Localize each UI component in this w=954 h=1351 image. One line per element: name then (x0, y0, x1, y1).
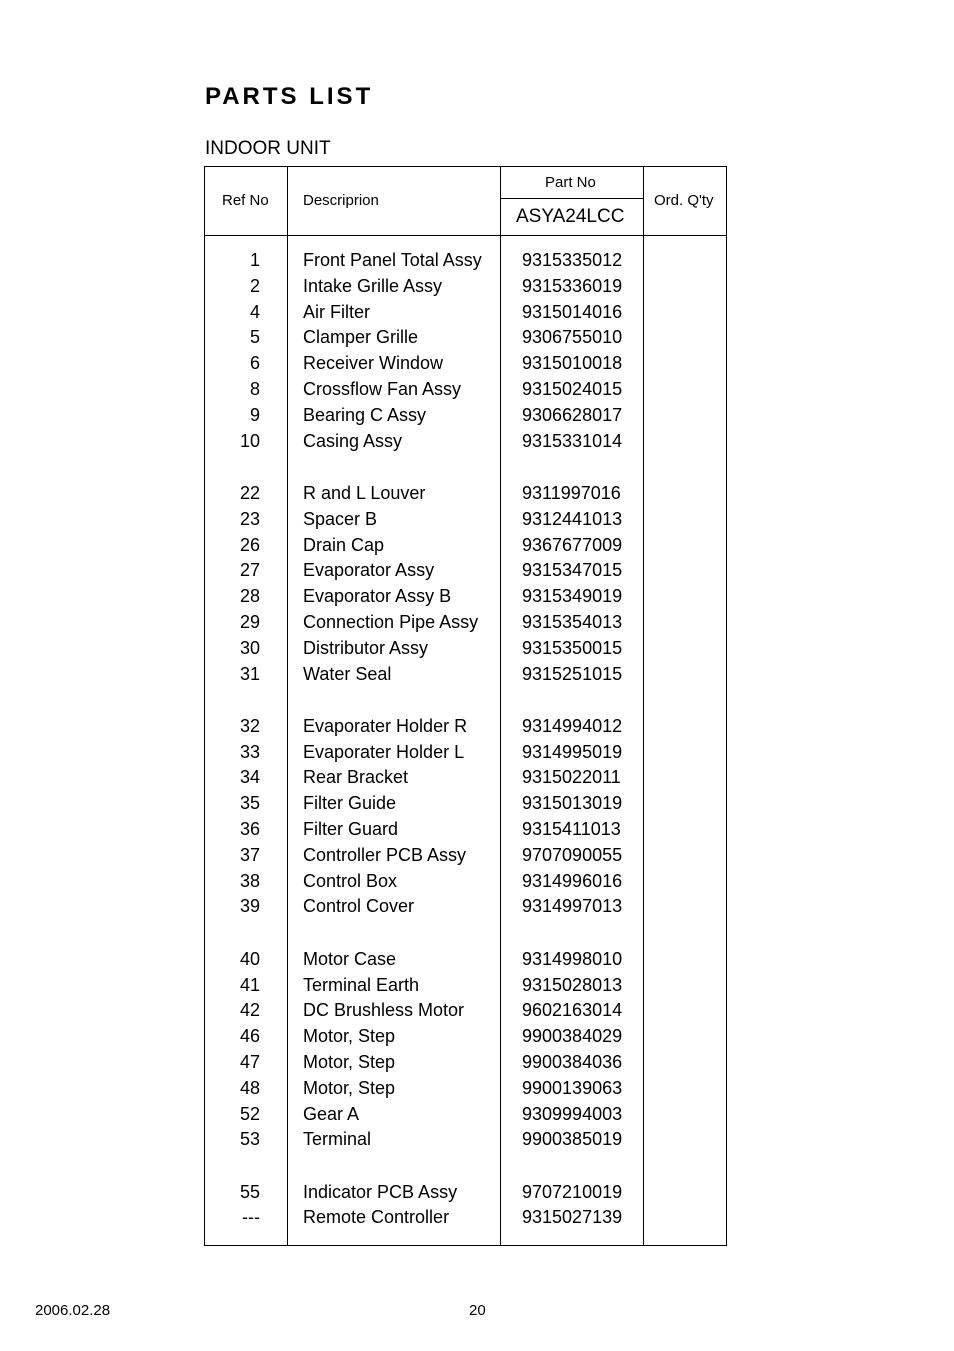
ref-no-cell: --- (242, 1207, 260, 1228)
part-no-cell: 9314997013 (522, 896, 623, 917)
description-cell: Filter Guard (303, 819, 399, 839)
description-cell: Motor, Step (303, 1077, 396, 1098)
part-no-cell: 9900384036 (522, 1051, 623, 1072)
header-qty: Ord. Q'ty (654, 192, 714, 209)
table-row (205, 1025, 726, 1051)
table-row (205, 1077, 726, 1103)
table-row (205, 895, 726, 921)
part-no-cell: 9900139063 (522, 1077, 623, 1098)
ref-no-cell: 40 (239, 948, 260, 969)
part-no-cell: 9311997016 (522, 482, 621, 503)
ref-no-cell: 30 (239, 637, 260, 658)
part-no-cell: 9315022011 (522, 767, 621, 788)
table-row (205, 1051, 726, 1077)
table-row (205, 974, 726, 1000)
table-row (205, 844, 726, 870)
description-cell: Terminal (303, 1129, 372, 1150)
table-row (205, 559, 726, 585)
header-divider (205, 235, 726, 236)
ref-no-cell: 46 (239, 1026, 260, 1047)
ref-no-cell: 27 (239, 560, 260, 581)
table-row (205, 301, 726, 327)
description-cell: Controller PCB Assy (303, 844, 467, 865)
part-no-cell: 9315349019 (522, 586, 623, 607)
description-cell: Receiver Window (303, 353, 444, 374)
part-no-cell: 9602163014 (522, 1000, 623, 1021)
table-row (205, 1103, 726, 1129)
part-no-cell: 9314995019 (522, 741, 623, 762)
table-row (205, 818, 726, 844)
table-row (205, 948, 726, 974)
part-no-cell: 9309994003 (522, 1103, 623, 1124)
ref-no-cell: 29 (239, 611, 260, 632)
part-no-cell: 9315028013 (522, 974, 623, 995)
header-part-no: Part No (545, 174, 596, 191)
part-no-cell: 9900384029 (522, 1026, 623, 1047)
part-no-cell: 9306755010 (522, 327, 623, 348)
part-no-cell: 9315354013 (522, 611, 623, 632)
description-cell: Motor, Step (303, 1026, 396, 1047)
table-row (205, 1128, 726, 1154)
ref-no-cell: 6 (249, 353, 260, 374)
description-cell: Filter Guide (303, 793, 397, 814)
description-cell: Evaporator Assy B (303, 586, 452, 607)
ref-no-cell: 38 (239, 870, 260, 891)
ref-no-cell: 41 (239, 974, 260, 995)
ref-no-cell: 23 (239, 508, 260, 529)
ref-no-cell: 48 (239, 1077, 260, 1098)
description-cell: Terminal Earth (303, 974, 420, 995)
footer-date: 2006.02.28 (35, 1302, 111, 1319)
description-cell: Motor, Step (303, 1051, 396, 1072)
description-cell: R and L Louver (303, 482, 426, 503)
ref-no-cell: 4 (249, 301, 260, 322)
header-model: ASYA24LCC (516, 206, 625, 227)
table-row (205, 508, 726, 534)
description-cell: Crossflow Fan Assy (303, 379, 462, 399)
table-row (205, 430, 726, 456)
description-cell: Evaporator Assy (303, 560, 435, 581)
description-cell: Casing Assy (303, 430, 403, 451)
description-cell: Gear A (303, 1103, 360, 1124)
part-no-cell: 9315251015 (522, 663, 623, 684)
table-row (205, 870, 726, 896)
part-no-cell: 9315014016 (522, 301, 623, 322)
page-title: PARTS LIST (205, 83, 374, 110)
ref-no-cell: 2 (249, 275, 260, 296)
description-cell: Distributor Assy (303, 637, 429, 658)
description-cell: Front Panel Total Assy (303, 250, 482, 270)
table-row (205, 585, 726, 611)
table-row (205, 999, 726, 1025)
description-cell: Clamper Grille (303, 327, 419, 348)
table-row (205, 611, 726, 637)
ref-no-cell: 37 (239, 844, 260, 865)
ref-no-cell: 39 (239, 896, 260, 917)
ref-no-cell: 10 (239, 430, 260, 451)
description-cell: Bearing C Assy (303, 404, 427, 425)
ref-no-cell: 35 (239, 793, 260, 814)
ref-no-cell: 26 (239, 534, 260, 555)
description-cell: Rear Bracket (303, 767, 409, 788)
description-cell: Control Box (303, 870, 398, 891)
ref-no-cell: 53 (239, 1129, 260, 1150)
table-row (205, 404, 726, 430)
ref-no-cell: 36 (239, 819, 260, 839)
table-row (205, 534, 726, 560)
part-no-cell: 9315024015 (522, 379, 623, 399)
description-cell: DC Brushless Motor (303, 1000, 465, 1021)
description-cell: Connection Pipe Assy (303, 611, 479, 632)
part-no-cell: 9707090055 (522, 844, 623, 865)
table-row (205, 766, 726, 792)
description-cell: Spacer B (303, 508, 378, 529)
ref-no-cell: 55 (239, 1181, 260, 1202)
table-row (205, 741, 726, 767)
part-no-cell: 9314998010 (522, 948, 623, 969)
ref-no-cell: 52 (239, 1103, 260, 1124)
ref-no-cell: 8 (249, 379, 260, 399)
ref-no-cell: 47 (239, 1051, 260, 1072)
description-cell: Water Seal (303, 663, 392, 684)
table-row (205, 1206, 726, 1232)
table-row (205, 715, 726, 741)
part-no-cell: 9315347015 (522, 560, 623, 581)
header-description: Descriprion (303, 192, 379, 209)
ref-no-cell: 33 (239, 741, 260, 762)
description-cell: Motor Case (303, 948, 397, 969)
description-cell: Indicator PCB Assy (303, 1181, 458, 1202)
description-cell: Remote Controller (303, 1207, 450, 1228)
description-cell: Air Filter (303, 301, 370, 322)
part-no-cell: 9315336019 (522, 275, 623, 296)
description-cell: Control Cover (303, 896, 415, 917)
table-row (205, 326, 726, 352)
page-number: 20 (469, 1302, 486, 1319)
part-no-subdivider (500, 198, 643, 199)
table-row (205, 1181, 726, 1207)
section-heading: INDOOR UNIT (205, 138, 331, 159)
table-row (205, 663, 726, 689)
part-no-cell: 9315027139 (522, 1207, 623, 1228)
part-no-cell: 9367677009 (522, 534, 623, 555)
table-row (205, 637, 726, 663)
ref-no-cell: 34 (239, 767, 260, 788)
description-cell: Evaporater Holder R (303, 715, 468, 736)
table-row (205, 792, 726, 818)
part-no-cell: 9315350015 (522, 637, 623, 658)
ref-no-cell: 42 (239, 1000, 260, 1021)
description-cell: Intake Grille Assy (303, 275, 443, 296)
table-row (205, 482, 726, 508)
table-row (205, 352, 726, 378)
ref-no-cell: 32 (239, 715, 260, 736)
part-no-cell: 9315335012 (522, 250, 623, 270)
part-no-cell: 9900385019 (522, 1129, 623, 1150)
part-no-cell: 9315331014 (522, 430, 623, 451)
description-cell: Drain Cap (303, 534, 385, 555)
ref-no-cell: 31 (239, 663, 260, 684)
ref-no-cell: 9 (249, 404, 260, 425)
header-ref-no: Ref No (222, 192, 269, 209)
table-row (205, 275, 726, 301)
part-no-cell: 9314996016 (522, 870, 623, 891)
ref-no-cell: 5 (249, 327, 260, 348)
ref-no-cell: 28 (239, 586, 260, 607)
table-row (205, 249, 726, 275)
part-no-cell: 9707210019 (522, 1181, 623, 1202)
part-no-cell: 9315010018 (522, 353, 623, 374)
parts-table (204, 166, 727, 1246)
ref-no-cell: 1 (249, 250, 260, 270)
part-no-cell: 9315411013 (522, 819, 621, 839)
part-no-cell: 9312441013 (522, 508, 623, 529)
description-cell: Evaporater Holder L (303, 741, 465, 762)
part-no-cell: 9314994012 (522, 715, 623, 736)
ref-no-cell: 22 (239, 482, 260, 503)
part-no-cell: 9315013019 (522, 793, 623, 814)
table-row (205, 378, 726, 404)
part-no-cell: 9306628017 (522, 404, 623, 425)
